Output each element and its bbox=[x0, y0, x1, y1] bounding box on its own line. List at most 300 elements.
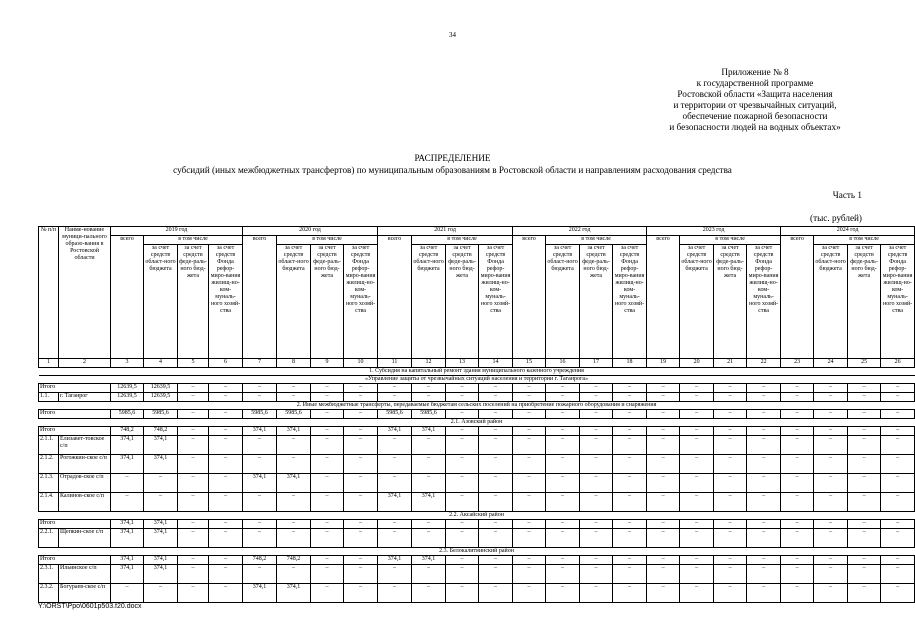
value-cell: – bbox=[513, 455, 546, 474]
value-cell: – bbox=[546, 584, 580, 603]
value-cell: – bbox=[613, 427, 647, 436]
value-cell: – bbox=[111, 584, 144, 603]
section-title: 2.1. Азовский район bbox=[39, 419, 915, 427]
column-number: 23 bbox=[781, 359, 814, 368]
value-cell: – bbox=[714, 427, 747, 436]
value-cell: 12639,5 bbox=[111, 384, 144, 393]
value-cell: – bbox=[814, 529, 848, 548]
header-regional-budget: за счет средств област-ного бюджета bbox=[680, 245, 714, 359]
value-cell: – bbox=[178, 384, 209, 393]
value-cell: – bbox=[546, 529, 580, 548]
value-cell: – bbox=[580, 427, 613, 436]
value-cell: – bbox=[344, 520, 378, 529]
value-cell: – bbox=[814, 436, 848, 455]
column-number: 1 bbox=[39, 359, 59, 368]
value-cell: – bbox=[412, 384, 446, 393]
value-cell: – bbox=[513, 493, 546, 512]
value-cell: – bbox=[613, 493, 647, 512]
value-cell: – bbox=[613, 455, 647, 474]
header-including: в том числе bbox=[546, 236, 647, 245]
value-cell: 374,1 bbox=[277, 584, 311, 603]
municipality-name: Щепкин-ское с/п bbox=[59, 529, 111, 548]
value-cell: – bbox=[446, 474, 479, 493]
row-number: 2.3.2. bbox=[39, 584, 59, 603]
value-cell: – bbox=[344, 436, 378, 455]
value-cell: – bbox=[814, 455, 848, 474]
value-cell: – bbox=[209, 493, 243, 512]
value-cell: – bbox=[412, 584, 446, 603]
value-cell: – bbox=[848, 410, 881, 419]
value-cell: – bbox=[209, 427, 243, 436]
value-cell: – bbox=[209, 393, 243, 402]
value-cell: – bbox=[209, 474, 243, 493]
value-cell: – bbox=[277, 384, 311, 393]
appendix-line: к государственной программе bbox=[696, 78, 814, 88]
value-cell: – bbox=[580, 529, 613, 548]
value-cell: – bbox=[580, 455, 613, 474]
value-cell: – bbox=[613, 556, 647, 565]
value-cell: 748,2 bbox=[243, 556, 277, 565]
column-number-row bbox=[39, 359, 915, 368]
header-including: в том числе bbox=[277, 236, 378, 245]
value-cell: – bbox=[781, 393, 814, 402]
value-cell: 5985,6 bbox=[144, 410, 178, 419]
value-cell: – bbox=[680, 384, 714, 393]
value-cell: – bbox=[209, 436, 243, 455]
value-cell: 374,1 bbox=[144, 436, 178, 455]
value-cell: – bbox=[446, 384, 479, 393]
value-cell: 5985,6 bbox=[378, 410, 412, 419]
value-cell: – bbox=[781, 436, 814, 455]
value-cell: – bbox=[479, 384, 513, 393]
value-cell: – bbox=[446, 393, 479, 402]
row-number: 2.1.1. bbox=[39, 436, 59, 455]
value-cell: – bbox=[178, 556, 209, 565]
value-cell: – bbox=[209, 520, 243, 529]
value-cell: – bbox=[881, 529, 915, 548]
value-cell: – bbox=[479, 493, 513, 512]
municipality-name: Ильинское с/п bbox=[59, 565, 111, 584]
value-cell: – bbox=[513, 474, 546, 493]
value-cell: – bbox=[647, 529, 680, 548]
value-cell: – bbox=[178, 393, 209, 402]
value-cell: – bbox=[344, 474, 378, 493]
header-housing-fund: за счет средств Фонда рефор-миро-вания жилищ-но-ком-муналь-ного хозяй-ства bbox=[479, 245, 513, 359]
value-cell: – bbox=[781, 474, 814, 493]
table-row bbox=[39, 556, 915, 565]
value-cell: – bbox=[814, 427, 848, 436]
value-cell: – bbox=[378, 436, 412, 455]
value-cell: – bbox=[513, 529, 546, 548]
value-cell: – bbox=[479, 410, 513, 419]
table-row bbox=[39, 436, 915, 455]
value-cell: – bbox=[311, 520, 344, 529]
value-cell: – bbox=[178, 410, 209, 419]
value-cell: – bbox=[513, 584, 546, 603]
table-row bbox=[39, 393, 915, 402]
value-cell: – bbox=[647, 520, 680, 529]
value-cell: – bbox=[178, 529, 209, 548]
value-cell: – bbox=[680, 584, 714, 603]
value-cell: – bbox=[580, 393, 613, 402]
value-cell: – bbox=[311, 410, 344, 419]
value-cell: – bbox=[848, 565, 881, 584]
column-number: 12 bbox=[412, 359, 446, 368]
table-row bbox=[39, 455, 915, 474]
header-including: в том числе bbox=[144, 236, 243, 245]
value-cell: – bbox=[412, 436, 446, 455]
row-number: 2.1.4. bbox=[39, 493, 59, 512]
value-cell: – bbox=[378, 584, 412, 603]
column-number: 7 bbox=[243, 359, 277, 368]
row-number: 2.3.1. bbox=[39, 565, 59, 584]
table-row bbox=[39, 584, 915, 603]
value-cell: – bbox=[311, 493, 344, 512]
value-cell: – bbox=[781, 520, 814, 529]
value-cell: – bbox=[680, 474, 714, 493]
value-cell: – bbox=[311, 529, 344, 548]
header-total: всего bbox=[378, 236, 412, 359]
value-cell: – bbox=[580, 493, 613, 512]
value-cell: – bbox=[714, 565, 747, 584]
value-cell: – bbox=[178, 427, 209, 436]
row-number: 2.2.1. bbox=[39, 529, 59, 548]
column-number: 18 bbox=[613, 359, 647, 368]
value-cell: – bbox=[848, 520, 881, 529]
row-label: Итого bbox=[39, 427, 111, 436]
value-cell: – bbox=[714, 393, 747, 402]
value-cell: – bbox=[814, 474, 848, 493]
value-cell: – bbox=[111, 474, 144, 493]
value-cell: – bbox=[546, 393, 580, 402]
table bbox=[38, 226, 915, 603]
column-number: 19 bbox=[647, 359, 680, 368]
value-cell: – bbox=[344, 455, 378, 474]
value-cell: – bbox=[747, 436, 781, 455]
value-cell: – bbox=[848, 474, 881, 493]
municipality-name: Богураев-ское с/п bbox=[59, 584, 111, 603]
value-cell: – bbox=[848, 556, 881, 565]
value-cell: 374,1 bbox=[144, 556, 178, 565]
value-cell: – bbox=[848, 455, 881, 474]
appendix-header bbox=[600, 67, 910, 133]
value-cell: – bbox=[546, 556, 580, 565]
row-label: Итого bbox=[39, 520, 111, 529]
value-cell: – bbox=[209, 410, 243, 419]
value-cell: 374,1 bbox=[111, 436, 144, 455]
column-number: 14 bbox=[479, 359, 513, 368]
value-cell: – bbox=[513, 565, 546, 584]
value-cell: – bbox=[647, 556, 680, 565]
value-cell: – bbox=[446, 436, 479, 455]
value-cell: – bbox=[714, 493, 747, 512]
value-cell: 12639,5 bbox=[111, 393, 144, 402]
value-cell: – bbox=[513, 393, 546, 402]
header-year: 2021 год bbox=[378, 227, 513, 236]
municipality-name: Елизавет-товское с/п bbox=[59, 436, 111, 455]
value-cell: – bbox=[446, 520, 479, 529]
header-name: Наиме-нование муници-пального образо-вания в Ростовской области bbox=[59, 227, 111, 359]
value-cell: 12639,5 bbox=[144, 393, 178, 402]
value-cell: – bbox=[243, 529, 277, 548]
value-cell: – bbox=[513, 410, 546, 419]
value-cell: – bbox=[848, 384, 881, 393]
value-cell: – bbox=[580, 474, 613, 493]
value-cell: – bbox=[178, 584, 209, 603]
value-cell: – bbox=[546, 520, 580, 529]
value-cell: 374,1 bbox=[111, 529, 144, 548]
value-cell: – bbox=[613, 584, 647, 603]
value-cell: – bbox=[243, 493, 277, 512]
value-cell: – bbox=[178, 474, 209, 493]
value-cell: – bbox=[479, 427, 513, 436]
value-cell: – bbox=[311, 455, 344, 474]
value-cell: – bbox=[546, 565, 580, 584]
value-cell: – bbox=[613, 565, 647, 584]
value-cell: – bbox=[446, 584, 479, 603]
value-cell: – bbox=[714, 410, 747, 419]
value-cell: – bbox=[243, 436, 277, 455]
section-row bbox=[39, 548, 915, 556]
value-cell: – bbox=[647, 493, 680, 512]
column-number: 9 bbox=[311, 359, 344, 368]
row-number: 2.1.3. bbox=[39, 474, 59, 493]
column-number: 5 bbox=[178, 359, 209, 368]
value-cell: – bbox=[814, 384, 848, 393]
header-total: всего bbox=[243, 236, 277, 359]
value-cell: – bbox=[311, 474, 344, 493]
section-row bbox=[39, 368, 915, 376]
value-cell: – bbox=[881, 393, 915, 402]
value-cell: – bbox=[647, 474, 680, 493]
municipality-name: г. Таганрог bbox=[59, 393, 111, 402]
value-cell: – bbox=[881, 436, 915, 455]
value-cell: – bbox=[881, 565, 915, 584]
value-cell: 374,1 bbox=[144, 520, 178, 529]
header-year: 2019 год bbox=[111, 227, 243, 236]
value-cell: – bbox=[209, 529, 243, 548]
value-cell: – bbox=[680, 529, 714, 548]
value-cell: – bbox=[647, 455, 680, 474]
value-cell: – bbox=[378, 474, 412, 493]
value-cell: 5985,6 bbox=[277, 410, 311, 419]
value-cell: 374,1 bbox=[378, 493, 412, 512]
value-cell: – bbox=[344, 556, 378, 565]
value-cell: – bbox=[580, 384, 613, 393]
value-cell: – bbox=[680, 493, 714, 512]
value-cell: – bbox=[344, 384, 378, 393]
value-cell: – bbox=[848, 529, 881, 548]
table-row bbox=[39, 565, 915, 584]
value-cell: – bbox=[378, 393, 412, 402]
value-cell: – bbox=[647, 384, 680, 393]
header-housing-fund: за счет средств Фонда рефор-миро-вания жилищ-но-ком-муналь-ного хозяй-ства bbox=[613, 245, 647, 359]
value-cell: – bbox=[781, 384, 814, 393]
value-cell: – bbox=[209, 384, 243, 393]
value-cell: – bbox=[479, 436, 513, 455]
value-cell: – bbox=[446, 493, 479, 512]
value-cell: 374,1 bbox=[111, 520, 144, 529]
value-cell: – bbox=[613, 529, 647, 548]
value-cell: – bbox=[412, 520, 446, 529]
value-cell: 374,1 bbox=[412, 556, 446, 565]
value-cell: – bbox=[747, 474, 781, 493]
value-cell: 5985,6 bbox=[412, 410, 446, 419]
value-cell: – bbox=[647, 565, 680, 584]
value-cell: – bbox=[479, 455, 513, 474]
value-cell: – bbox=[243, 520, 277, 529]
section-title: 2.2. Аксайский район bbox=[39, 512, 915, 520]
header-row bbox=[39, 236, 915, 245]
value-cell: – bbox=[446, 556, 479, 565]
header-total: всего bbox=[647, 236, 680, 359]
value-cell: – bbox=[209, 584, 243, 603]
header-year: 2022 год bbox=[513, 227, 647, 236]
column-number: 25 bbox=[848, 359, 881, 368]
value-cell: – bbox=[311, 436, 344, 455]
value-cell: – bbox=[479, 556, 513, 565]
column-number: 17 bbox=[580, 359, 613, 368]
value-cell: 748,2 bbox=[144, 427, 178, 436]
value-cell: – bbox=[881, 427, 915, 436]
value-cell: 748,2 bbox=[277, 556, 311, 565]
value-cell: – bbox=[680, 393, 714, 402]
value-cell: – bbox=[613, 474, 647, 493]
row-number: 1.1. bbox=[39, 393, 59, 402]
value-cell: – bbox=[277, 393, 311, 402]
column-number: 24 bbox=[814, 359, 848, 368]
value-cell: – bbox=[747, 384, 781, 393]
row-label: Итого bbox=[39, 384, 111, 393]
value-cell: 374,1 bbox=[277, 427, 311, 436]
value-cell: – bbox=[814, 584, 848, 603]
column-number: 10 bbox=[344, 359, 378, 368]
section-row bbox=[39, 376, 915, 384]
value-cell: – bbox=[311, 393, 344, 402]
value-cell: – bbox=[781, 410, 814, 419]
value-cell: – bbox=[479, 393, 513, 402]
value-cell: – bbox=[311, 584, 344, 603]
header-federal-budget: за счет средств феде-раль-ного бюд-жета bbox=[178, 245, 209, 359]
value-cell: – bbox=[781, 455, 814, 474]
table-row bbox=[39, 410, 915, 419]
municipality-name: Отрадов-ское с/п bbox=[59, 474, 111, 493]
value-cell: – bbox=[747, 584, 781, 603]
value-cell: – bbox=[344, 493, 378, 512]
header-housing-fund: за счет средств Фонда рефор-миро-вания жилищ-но-ком-муналь-ного хозяй-ства bbox=[344, 245, 378, 359]
value-cell: – bbox=[446, 455, 479, 474]
municipality-name: Калинов-ское с/п bbox=[59, 493, 111, 512]
row-label: Итого bbox=[39, 556, 111, 565]
header-housing-fund: за счет средств Фонда рефор-миро-вания жилищ-но-ком-муналь-ного хозяй-ства bbox=[209, 245, 243, 359]
header-total: всего bbox=[111, 236, 144, 359]
value-cell: – bbox=[580, 410, 613, 419]
value-cell: – bbox=[479, 520, 513, 529]
value-cell: – bbox=[814, 493, 848, 512]
table-row bbox=[39, 520, 915, 529]
value-cell: – bbox=[714, 520, 747, 529]
value-cell: – bbox=[814, 565, 848, 584]
value-cell: – bbox=[781, 427, 814, 436]
value-cell: – bbox=[881, 556, 915, 565]
value-cell: – bbox=[412, 565, 446, 584]
page-number: 34 bbox=[449, 31, 456, 39]
section-title: 2. Иные межбюджетные трансферты, передаваемые бюджетам сельских поселений на приобретение пожарного оборудования и снаряжения bbox=[39, 402, 915, 410]
appendix-line: Приложение № 8 bbox=[721, 67, 789, 77]
table-row bbox=[39, 493, 915, 512]
part-label: Часть 1 bbox=[832, 190, 862, 200]
value-cell: – bbox=[311, 427, 344, 436]
value-cell: – bbox=[680, 520, 714, 529]
header-federal-budget: за счет средств феде-раль-ного бюд-жета bbox=[446, 245, 479, 359]
column-number: 15 bbox=[513, 359, 546, 368]
value-cell: – bbox=[209, 565, 243, 584]
value-cell: – bbox=[446, 565, 479, 584]
value-cell: – bbox=[714, 455, 747, 474]
value-cell: – bbox=[277, 520, 311, 529]
header-federal-budget: за счет средств феде-раль-ного бюд-жета bbox=[580, 245, 613, 359]
value-cell: – bbox=[243, 455, 277, 474]
column-number: 6 bbox=[209, 359, 243, 368]
value-cell: – bbox=[881, 584, 915, 603]
value-cell: – bbox=[680, 455, 714, 474]
value-cell: 374,1 bbox=[144, 565, 178, 584]
value-cell: – bbox=[412, 393, 446, 402]
value-cell: – bbox=[613, 410, 647, 419]
distribution-table bbox=[38, 226, 913, 610]
value-cell: – bbox=[344, 565, 378, 584]
value-cell: – bbox=[781, 529, 814, 548]
value-cell: – bbox=[714, 474, 747, 493]
header-regional-budget: за счет средств област-ного бюджета bbox=[277, 245, 311, 359]
value-cell: – bbox=[747, 427, 781, 436]
value-cell: – bbox=[412, 474, 446, 493]
value-cell: – bbox=[178, 436, 209, 455]
value-cell: – bbox=[647, 427, 680, 436]
value-cell: 12639,5 bbox=[144, 384, 178, 393]
value-cell: – bbox=[848, 493, 881, 512]
value-cell: – bbox=[178, 565, 209, 584]
value-cell: – bbox=[814, 556, 848, 565]
value-cell: 374,1 bbox=[412, 493, 446, 512]
value-cell: – bbox=[546, 384, 580, 393]
value-cell: – bbox=[144, 474, 178, 493]
value-cell: – bbox=[546, 410, 580, 419]
value-cell: – bbox=[178, 493, 209, 512]
value-cell: – bbox=[144, 584, 178, 603]
header-total: всего bbox=[513, 236, 546, 359]
value-cell: – bbox=[513, 384, 546, 393]
municipality-name: Рогожкин-ское с/п bbox=[59, 455, 111, 474]
value-cell: – bbox=[881, 474, 915, 493]
header-year: 2020 год bbox=[243, 227, 378, 236]
value-cell: – bbox=[178, 520, 209, 529]
value-cell: – bbox=[580, 556, 613, 565]
header-total: всего bbox=[781, 236, 814, 359]
value-cell: – bbox=[647, 410, 680, 419]
value-cell: – bbox=[344, 410, 378, 419]
value-cell: – bbox=[680, 427, 714, 436]
document-subtitle: субсидий (иных межбюджетных трансфертов) по муниципальным образованиям в Ростовской области и направлениям расходования средства bbox=[173, 165, 732, 175]
value-cell: – bbox=[613, 520, 647, 529]
value-cell: – bbox=[243, 565, 277, 584]
column-number: 2 bbox=[59, 359, 111, 368]
value-cell: – bbox=[747, 520, 781, 529]
value-cell: – bbox=[881, 384, 915, 393]
column-number: 16 bbox=[546, 359, 580, 368]
value-cell: – bbox=[647, 393, 680, 402]
value-cell: – bbox=[814, 393, 848, 402]
